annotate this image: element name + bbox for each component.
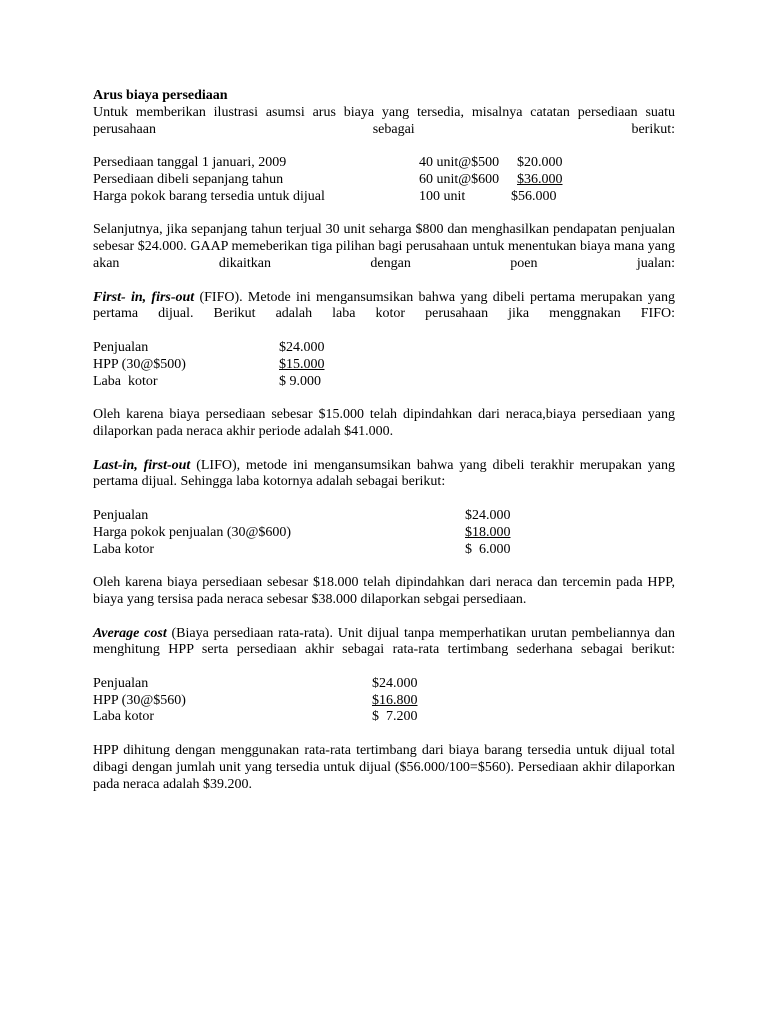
avg-row	[93, 676, 675, 693]
fifo-row	[93, 374, 675, 391]
lifo-table	[93, 508, 675, 558]
intro-paragraph: Untuk memberikan ilustrasi asumsi arus biaya yang tersedia, misalnya catatan persediaan suatu perusahaan sebagai berikut:	[93, 104, 675, 137]
lifo-row	[93, 542, 675, 559]
avg-row-label: Penjualan	[93, 675, 149, 691]
inventory-amount: $56.000	[511, 188, 557, 204]
lifo-paragraph	[93, 458, 675, 492]
avg-paragraph	[93, 626, 675, 660]
avg-note: HPP dihitung dengan menggunakan rata-rata tertimbang dari biaya barang tersedia untuk dijual total dibagi dengan jumlah unit yang tersedia untuk dijual ($56.000/100=$560). Persediaan akhir dilaporkan pada neraca adalah $39.200.	[93, 743, 675, 792]
lifo-row	[93, 508, 675, 525]
fifo-note: Oleh karena biaya persediaan sebesar $15.000 telah dipindahkan dari neraca,biaya persediaan yang dilaporkan pada neraca akhir periode adalah $41.000.	[93, 407, 675, 439]
inventory-label: Persediaan dibeli sepanjang tahun	[93, 171, 284, 187]
inventory-amount: $36.000	[517, 171, 563, 187]
fifo-table	[93, 340, 675, 390]
fifo-row-value: $15.000	[279, 356, 325, 372]
inventory-row	[93, 189, 675, 206]
avg-row	[93, 693, 675, 710]
lifo-note: Oleh karena biaya persediaan sebesar $18.000 telah dipindahkan dari neraca dan tercemin pada HPP, biaya yang tersisa pada neraca sebesar $38.000 dilaporkan sebgai persediaan.	[93, 575, 675, 607]
lifo-row-value: $ 6.000	[465, 541, 511, 557]
lifo-row	[93, 525, 675, 542]
inventory-amount: $20.000	[517, 155, 563, 171]
lifo-row-value: $24.000	[465, 507, 511, 523]
fifo-row-label: Laba kotor	[93, 373, 158, 389]
lifo-row-label: Penjualan	[93, 507, 149, 523]
avg-row-label: Laba kotor	[93, 709, 155, 725]
inventory-label: Persediaan tanggal 1 januari, 2009	[93, 155, 287, 171]
avg-heading: Average cost	[93, 625, 167, 641]
avg-table	[93, 676, 675, 726]
avg-text: (Biaya persediaan rata-rata). Unit dijual tanpa memperhatikan urutan pembeliannya dan menghitung HPP serta persediaan akhir sebagai rata-rata tertimbang sederhana sebagai berikut:	[93, 625, 675, 658]
lifo-row-value: $18.000	[465, 524, 511, 540]
inventory-qty: 40 unit@$500	[419, 155, 500, 171]
fifo-row	[93, 340, 675, 357]
lifo-heading: Last-in, first-out	[93, 457, 191, 473]
lifo-row-label: Harga pokok penjualan (30@$600)	[93, 524, 292, 540]
fifo-row-value: $ 9.000	[279, 373, 321, 389]
avg-row	[93, 709, 675, 726]
inventory-table	[93, 155, 675, 205]
document-body	[93, 88, 675, 793]
lifo-text: (LIFO), metode ini mengansumsikan bahwa yang dibeli terakhir merupakan yang pertama dijual. Sehingga laba kotornya adalah sebagai berikut:	[93, 457, 676, 490]
inventory-qty: 60 unit@$600	[419, 171, 500, 187]
fifo-text: (FIFO). Metode ini mengansumsikan bahwa yang dibeli pertama merupakan yang pertama dijual. Berikut adalah laba kotor perusahaan jika menggnakan FIFO:	[93, 289, 676, 322]
fifo-row-label: Penjualan	[93, 339, 149, 355]
avg-row-value: $16.800	[372, 692, 418, 708]
lifo-row-label: Laba kotor	[93, 541, 155, 557]
doc-title: Arus biaya persediaan	[93, 88, 228, 103]
fifo-row-label: HPP (30@$500)	[93, 356, 186, 372]
inventory-qty: 100 unit	[419, 188, 466, 204]
avg-row-label: HPP (30@$560)	[93, 692, 186, 708]
fifo-row-value: $24.000	[279, 339, 325, 355]
avg-row-value: $24.000	[372, 675, 418, 691]
fifo-heading: First- in, firs-out	[93, 289, 195, 305]
sales-paragraph: Selanjutnya, jika sepanjang tahun terjual 30 unit seharga $800 dan menghasilkan pendapatan penjualan sebesar $24.000. GAAP memeberikan tiga pilihan bagi perusahaan untuk menentukan biaya mana yang akan dikaitkan dengan poen jualan:	[93, 222, 675, 271]
inventory-row	[93, 172, 675, 189]
inventory-label: Harga pokok barang tersedia untuk dijual	[93, 188, 325, 204]
avg-row-value: $ 7.200	[372, 709, 418, 725]
fifo-row	[93, 357, 675, 374]
fifo-paragraph	[93, 290, 675, 324]
inventory-row	[93, 155, 675, 172]
